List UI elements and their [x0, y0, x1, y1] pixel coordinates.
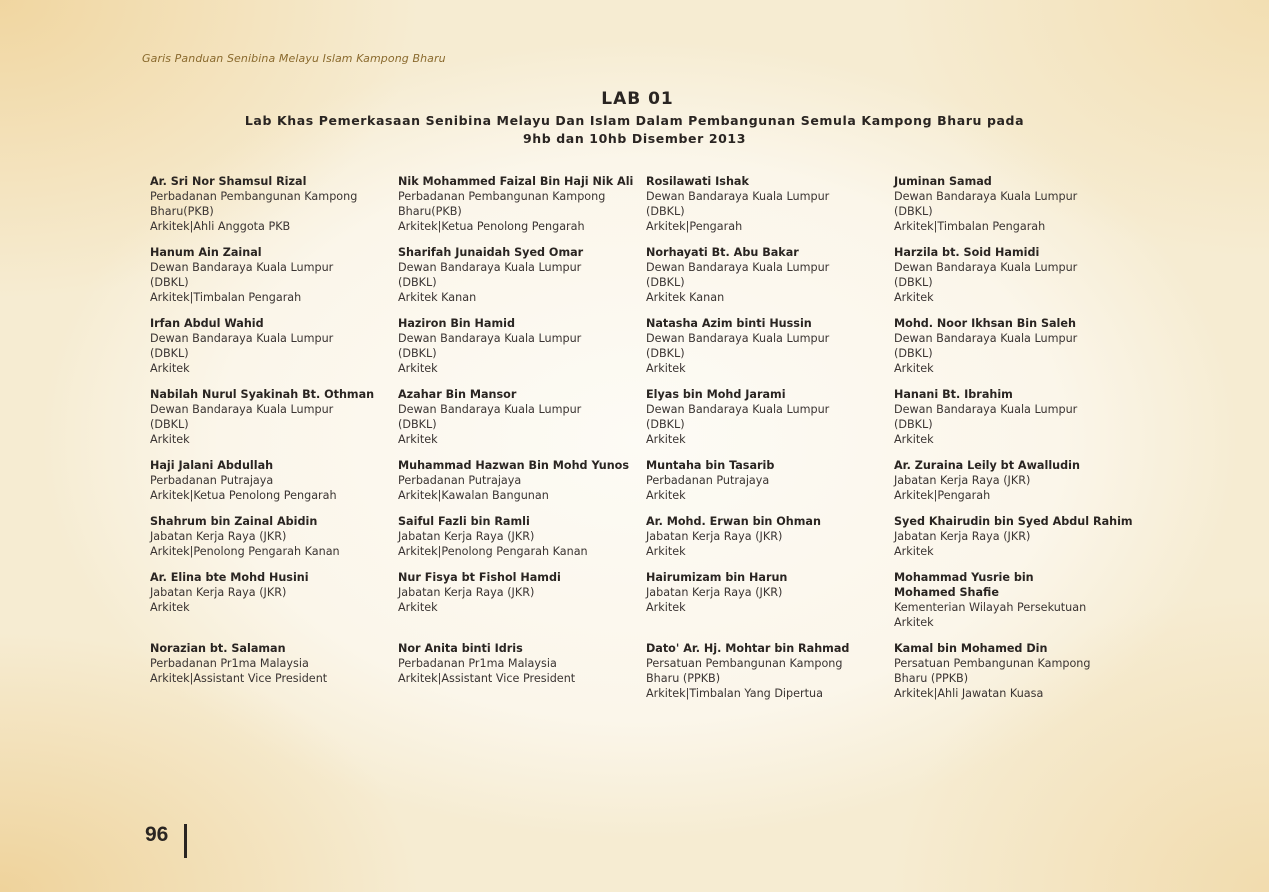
participant-entry: [150, 458, 398, 514]
participant-entry: [398, 458, 646, 514]
participant-entry: [398, 316, 611, 387]
page-number: 96: [145, 823, 169, 846]
participant-role: Arkitek: [398, 601, 438, 614]
participant-entry: [398, 387, 611, 458]
participant-name: Nur Fisya bt Fishol Hamdi: [398, 571, 561, 584]
participant-entry: [646, 245, 859, 316]
participant-name: Muhammad Hazwan Bin Mohd Yunos: [398, 459, 630, 472]
participant-entry: [150, 316, 363, 387]
participant-organisation: Dewan Bandaraya Kuala Lumpur (DBKL): [150, 261, 334, 289]
participant-organisation: Jabatan Kerja Raya (JKR): [150, 586, 287, 599]
participant-name: Nik Mohammed Faizal Bin Haji Nik Ali: [398, 175, 634, 188]
participant-role: Arkitek: [894, 433, 934, 446]
participant-role: Arkitek|Timbalan Pengarah: [150, 291, 302, 304]
participant-role: Arkitek: [646, 489, 686, 502]
participant-name: Juminan Samad: [894, 175, 992, 188]
participant-role: Arkitek: [646, 362, 686, 375]
participant-organisation: Dewan Bandaraya Kuala Lumpur (DBKL): [398, 403, 582, 431]
participant-organisation: Dewan Bandaraya Kuala Lumpur (DBKL): [894, 332, 1078, 360]
participant-organisation: Dewan Bandaraya Kuala Lumpur (DBKL): [646, 190, 830, 218]
participant-role: Arkitek|Ahli Jawatan Kuasa: [894, 687, 1044, 700]
participant-role: Arkitek: [894, 616, 934, 629]
participant-organisation: Dewan Bandaraya Kuala Lumpur (DBKL): [894, 190, 1078, 218]
participant-name: Sharifah Junaidah Syed Omar: [398, 246, 584, 259]
participant-organisation: Perbadanan Pembangunan Kampong Bharu(PKB): [150, 190, 358, 218]
participant-organisation: Perbadanan Pr1ma Malaysia: [150, 657, 309, 670]
participant-name: Rosilawati Ishak: [646, 175, 749, 188]
participant-name: Ar. Elina bte Mohd Husini: [150, 571, 309, 584]
participant-organisation: Perbadanan Putrajaya: [398, 474, 522, 487]
participant-entry: [398, 641, 646, 701]
participant-name: Ar. Sri Nor Shamsul Rizal: [150, 175, 307, 188]
participant-name: Hanani Bt. Ibrahim: [894, 388, 1013, 401]
participant-name: Shahrum bin Zainal Abidin: [150, 515, 318, 528]
participant-name: Hanum Ain Zainal: [150, 246, 262, 259]
participant-name: Syed Khairudin bin Syed Abdul Rahim: [894, 515, 1133, 528]
participant-name: Elyas bin Mohd Jarami: [646, 388, 786, 401]
participant-organisation: Perbadanan Putrajaya: [150, 474, 274, 487]
participant-organisation: Dewan Bandaraya Kuala Lumpur (DBKL): [646, 332, 830, 360]
participant-organisation: Jabatan Kerja Raya (JKR): [398, 530, 535, 543]
participant-entry: [150, 570, 398, 641]
participant-entry: [150, 641, 398, 701]
participant-entry: [398, 174, 646, 245]
participant-entry: [150, 174, 398, 245]
lab-subtitle: [0, 112, 1269, 148]
participant-role: Arkitek|Assistant Vice President: [150, 672, 328, 685]
participant-organisation: Perbadanan Putrajaya: [646, 474, 770, 487]
page-number-divider: [184, 824, 187, 858]
participant-organisation: Dewan Bandaraya Kuala Lumpur (DBKL): [150, 403, 334, 431]
participant-name: Ar. Mohd. Erwan bin Ohman: [646, 515, 821, 528]
participant-entry: [646, 387, 859, 458]
participant-organisation: Persatuan Pembangunan Kampong Bharu (PPKB): [646, 657, 843, 685]
participant-entry: [398, 514, 646, 570]
participant-organisation: Dewan Bandaraya Kuala Lumpur (DBKL): [646, 403, 830, 431]
participant-entry: [894, 641, 1117, 701]
participants-grid: [150, 174, 1150, 701]
participant-organisation: Jabatan Kerja Raya (JKR): [646, 586, 783, 599]
participant-role: Arkitek: [894, 291, 934, 304]
participant-organisation: Dewan Bandaraya Kuala Lumpur (DBKL): [150, 332, 334, 360]
title-block: [0, 89, 1269, 148]
participant-organisation: Perbadanan Pembangunan Kampong Bharu(PKB): [398, 190, 606, 218]
running-header: Garis Panduan Senibina Melayu Islam Kampong Bharu: [142, 52, 446, 65]
participant-name: Hairumizam bin Harun: [646, 571, 788, 584]
participant-entry: [150, 245, 363, 316]
participant-entry: [894, 458, 1142, 514]
participant-role: Arkitek|Ahli Anggota PKB: [150, 220, 291, 233]
participant-organisation: Dewan Bandaraya Kuala Lumpur (DBKL): [398, 332, 582, 360]
participant-name: Ar. Zuraina Leily bt Awalludin: [894, 459, 1080, 472]
participant-organisation: Dewan Bandaraya Kuala Lumpur (DBKL): [646, 261, 830, 289]
subtitle-line-1: Lab Khas Pemerkasaan Senibina Melayu Dan Islam Dalam Pembangunan Semula Kampong Bharu pada: [244, 113, 1025, 128]
participant-role: Arkitek: [398, 362, 438, 375]
participant-role: Arkitek|Assistant Vice President: [398, 672, 576, 685]
participant-name: Nor Anita binti Idris: [398, 642, 523, 655]
participant-organisation: Jabatan Kerja Raya (JKR): [398, 586, 535, 599]
participant-entry: [646, 514, 894, 570]
participant-entry: [150, 514, 398, 570]
participant-entry: [646, 316, 859, 387]
participant-role: Arkitek: [150, 601, 190, 614]
participant-organisation: Jabatan Kerja Raya (JKR): [894, 530, 1031, 543]
participant-name: Muntaha bin Tasarib: [646, 459, 775, 472]
participant-name: Mohd. Noor Ikhsan Bin Saleh: [894, 317, 1076, 330]
participant-role: Arkitek: [398, 433, 438, 446]
participant-role: Arkitek Kanan: [398, 291, 477, 304]
participant-entry: [646, 570, 894, 641]
subtitle-line-2: 9hb dan 10hb Disember 2013: [522, 131, 747, 146]
participant-entry: [150, 387, 373, 458]
participant-name: Haji Jalani Abdullah: [150, 459, 274, 472]
participant-organisation: Jabatan Kerja Raya (JKR): [646, 530, 783, 543]
participant-name: Natasha Azim binti Hussin: [646, 317, 812, 330]
participant-entry: [646, 174, 859, 245]
participant-entry: [894, 514, 1142, 570]
participant-role: Arkitek: [150, 362, 190, 375]
participant-name: Kamal bin Mohamed Din: [894, 642, 1048, 655]
participant-name: Nabilah Nurul Syakinah Bt. Othman: [150, 388, 375, 401]
participant-role: Arkitek|Ketua Penolong Pengarah: [150, 489, 337, 502]
participant-name: Dato' Ar. Hj. Mohtar bin Rahmad: [646, 642, 850, 655]
participant-organisation: Perbadanan Pr1ma Malaysia: [398, 657, 557, 670]
participant-organisation: Kementerian Wilayah Persekutuan: [894, 601, 1087, 614]
participant-name: Haziron Bin Hamid: [398, 317, 515, 330]
participant-name: Harzila bt. Soid Hamidi: [894, 246, 1040, 259]
participant-role: Arkitek|Penolong Pengarah Kanan: [150, 545, 340, 558]
participant-organisation: Jabatan Kerja Raya (JKR): [150, 530, 287, 543]
participant-entry: [894, 570, 1107, 641]
participant-organisation: Dewan Bandaraya Kuala Lumpur (DBKL): [894, 403, 1078, 431]
participant-role: Arkitek: [646, 433, 686, 446]
participant-entry: [894, 174, 1107, 245]
participant-entry: [894, 387, 1107, 458]
participant-role: Arkitek|Kawalan Bangunan: [398, 489, 549, 502]
participant-role: Arkitek: [646, 601, 686, 614]
participant-organisation: Dewan Bandaraya Kuala Lumpur (DBKL): [398, 261, 582, 289]
participant-role: Arkitek|Ketua Penolong Pengarah: [398, 220, 585, 233]
participant-name: Mohammad Yusrie bin Mohamed Shafie: [894, 571, 1034, 599]
participant-role: Arkitek: [150, 433, 190, 446]
participant-entry: [646, 641, 869, 701]
participant-role: Arkitek Kanan: [646, 291, 725, 304]
participant-organisation: Persatuan Pembangunan Kampong Bharu (PPKB): [894, 657, 1091, 685]
participant-name: Azahar Bin Mansor: [398, 388, 517, 401]
participant-entry: [894, 316, 1107, 387]
participant-role: Arkitek: [646, 545, 686, 558]
participant-name: Irfan Abdul Wahid: [150, 317, 264, 330]
participant-name: Norazian bt. Salaman: [150, 642, 286, 655]
participant-entry: [646, 458, 894, 514]
participant-role: Arkitek: [894, 545, 934, 558]
participant-role: Arkitek: [894, 362, 934, 375]
participant-entry: [398, 570, 646, 641]
participant-name: Norhayati Bt. Abu Bakar: [646, 246, 799, 259]
participant-organisation: Jabatan Kerja Raya (JKR): [894, 474, 1031, 487]
participant-role: Arkitek|Timbalan Yang Dipertua: [646, 687, 823, 700]
participant-role: Arkitek|Pengarah: [646, 220, 743, 233]
participant-name: Saiful Fazli bin Ramli: [398, 515, 530, 528]
participant-role: Arkitek|Penolong Pengarah Kanan: [398, 545, 588, 558]
participant-entry: [894, 245, 1107, 316]
lab-title: LAB 01: [601, 89, 674, 109]
participant-role: Arkitek|Pengarah: [894, 489, 991, 502]
participant-entry: [398, 245, 611, 316]
participant-role: Arkitek|Timbalan Pengarah: [894, 220, 1046, 233]
participant-organisation: Dewan Bandaraya Kuala Lumpur (DBKL): [894, 261, 1078, 289]
